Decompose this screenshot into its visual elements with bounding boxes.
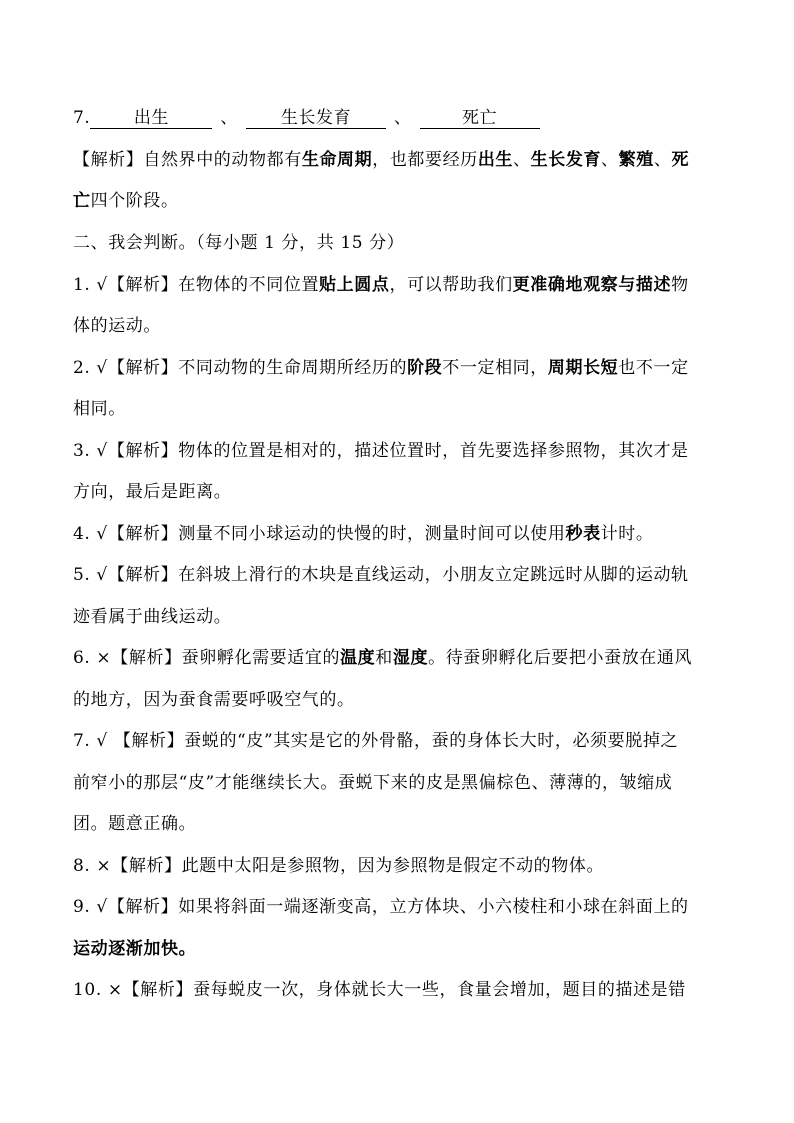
judge-5-line-2: 迹看属于曲线运动。 [73, 607, 232, 627]
judge-1-line-1 [73, 274, 733, 296]
judge-2-line-1 [73, 357, 733, 379]
keyword: 亡 [73, 191, 91, 211]
analysis-text: ，也都要经历 [372, 150, 478, 170]
analysis-text: 、 [513, 150, 531, 170]
judge-4-line-1 [73, 523, 733, 545]
keyword: 繁殖 [618, 150, 654, 170]
keyword: 出生 [477, 150, 514, 170]
judge-6-line-1 [73, 647, 733, 669]
analysis-text: 四个阶段。 [90, 191, 179, 211]
analysis-text: 【解析】自然界中的动物都有 [73, 150, 302, 170]
keyword: 更准确地观察与描述 [512, 275, 672, 295]
keyword: 贴上圆点 [319, 275, 390, 295]
keyword: 秒表 [565, 524, 601, 544]
analysis-text: 物 [671, 275, 689, 295]
q7-blank-1: 出生 [90, 108, 212, 129]
judge-9-line-1: 9. √【解析】如果将斜面一端逐渐变高，立方体块、小六棱柱和小球在斜面上的 [73, 897, 689, 917]
q7-answer-line [73, 107, 733, 129]
keyword: 死 [671, 150, 690, 170]
judge-5-line-1: 5. √【解析】在斜坡上滑行的木块是直线运动，小朋友立定跳远时从脚的运动轨 [73, 565, 689, 585]
judge-7-line-2: 前窄小的那层“皮”才能继续长大。蚕蜕下来的皮是黑偏棕色、薄薄的，皱缩成 [73, 773, 673, 793]
judge-10-line-1: 10. ×【解析】蚕每蜕皮一次，身体就长大一些，食量会增加，题目的描述是错 [73, 980, 686, 1000]
q7-blank-3: 死亡 [420, 108, 540, 129]
analysis-text: 不一定相同， [442, 358, 548, 378]
section-2-title: 二、我会判断。（每小题 1 分，共 15 分） [73, 233, 405, 253]
judge-6-line-2: 的地方，因为蚕食需要呼吸空气的。 [73, 690, 355, 710]
analysis-text: ，可以帮助我们 [389, 275, 513, 295]
q7-separator-1: 、 [220, 108, 239, 128]
analysis-text: 、 [653, 150, 672, 170]
keyword: 生命周期 [301, 150, 373, 170]
judge-3-line-2: 方向，最后是距离。 [73, 482, 232, 502]
analysis-text: 、 [601, 150, 619, 170]
judge-9-line-2 [73, 938, 733, 960]
judge-3-line-1: 3. √【解析】物体的位置是相对的，描述位置时，首先要选择参照物，其次才是 [73, 441, 689, 461]
analysis-text: 也不一定 [618, 358, 689, 378]
keyword: 生长发育 [530, 150, 602, 170]
analysis-text: 和 [375, 648, 393, 668]
judge-7-line-3: 团。题意正确。 [73, 814, 197, 834]
judge-7-line-1: 7. √ 【解析】蚕蜕的“皮”其实是它的外骨骼，蚕的身体长大时，必须要脱掉之 [73, 731, 679, 751]
judge-2-line-2: 相同。 [73, 399, 126, 419]
analysis-text: 1. √【解析】在物体的不同位置 [73, 275, 320, 295]
analysis-text: 6. ×【解析】蚕卵孵化需要适宜的 [73, 648, 341, 668]
keyword: 湿度 [392, 648, 429, 668]
analysis-text: 。待蚕卵孵化后要把小蚕放在通风 [428, 648, 693, 668]
q7-separator-2: 、 [394, 108, 412, 128]
q7-blank-2: 生长发育 [246, 108, 386, 129]
analysis-text: 2. √【解析】不同动物的生命周期所经历的 [73, 358, 408, 378]
keyword: 运动逐渐加快。 [73, 939, 197, 959]
q7-analysis-line-2 [73, 190, 733, 212]
keyword: 阶段 [407, 358, 443, 378]
keyword: 周期长短 [547, 358, 619, 378]
judge-1-line-2: 体的运动。 [73, 316, 161, 336]
analysis-text: 计时。 [600, 524, 654, 544]
analysis-text: 4. √【解析】测量不同小球运动的快慢的时，测量时间可以使用 [73, 524, 566, 544]
q7-number: 7. [73, 108, 91, 128]
judge-8-line-1: 8. ×【解析】此题中太阳是参照物，因为参照物是假定不动的物体。 [73, 856, 605, 876]
keyword: 温度 [340, 648, 376, 668]
q7-analysis-line-1 [73, 149, 733, 171]
